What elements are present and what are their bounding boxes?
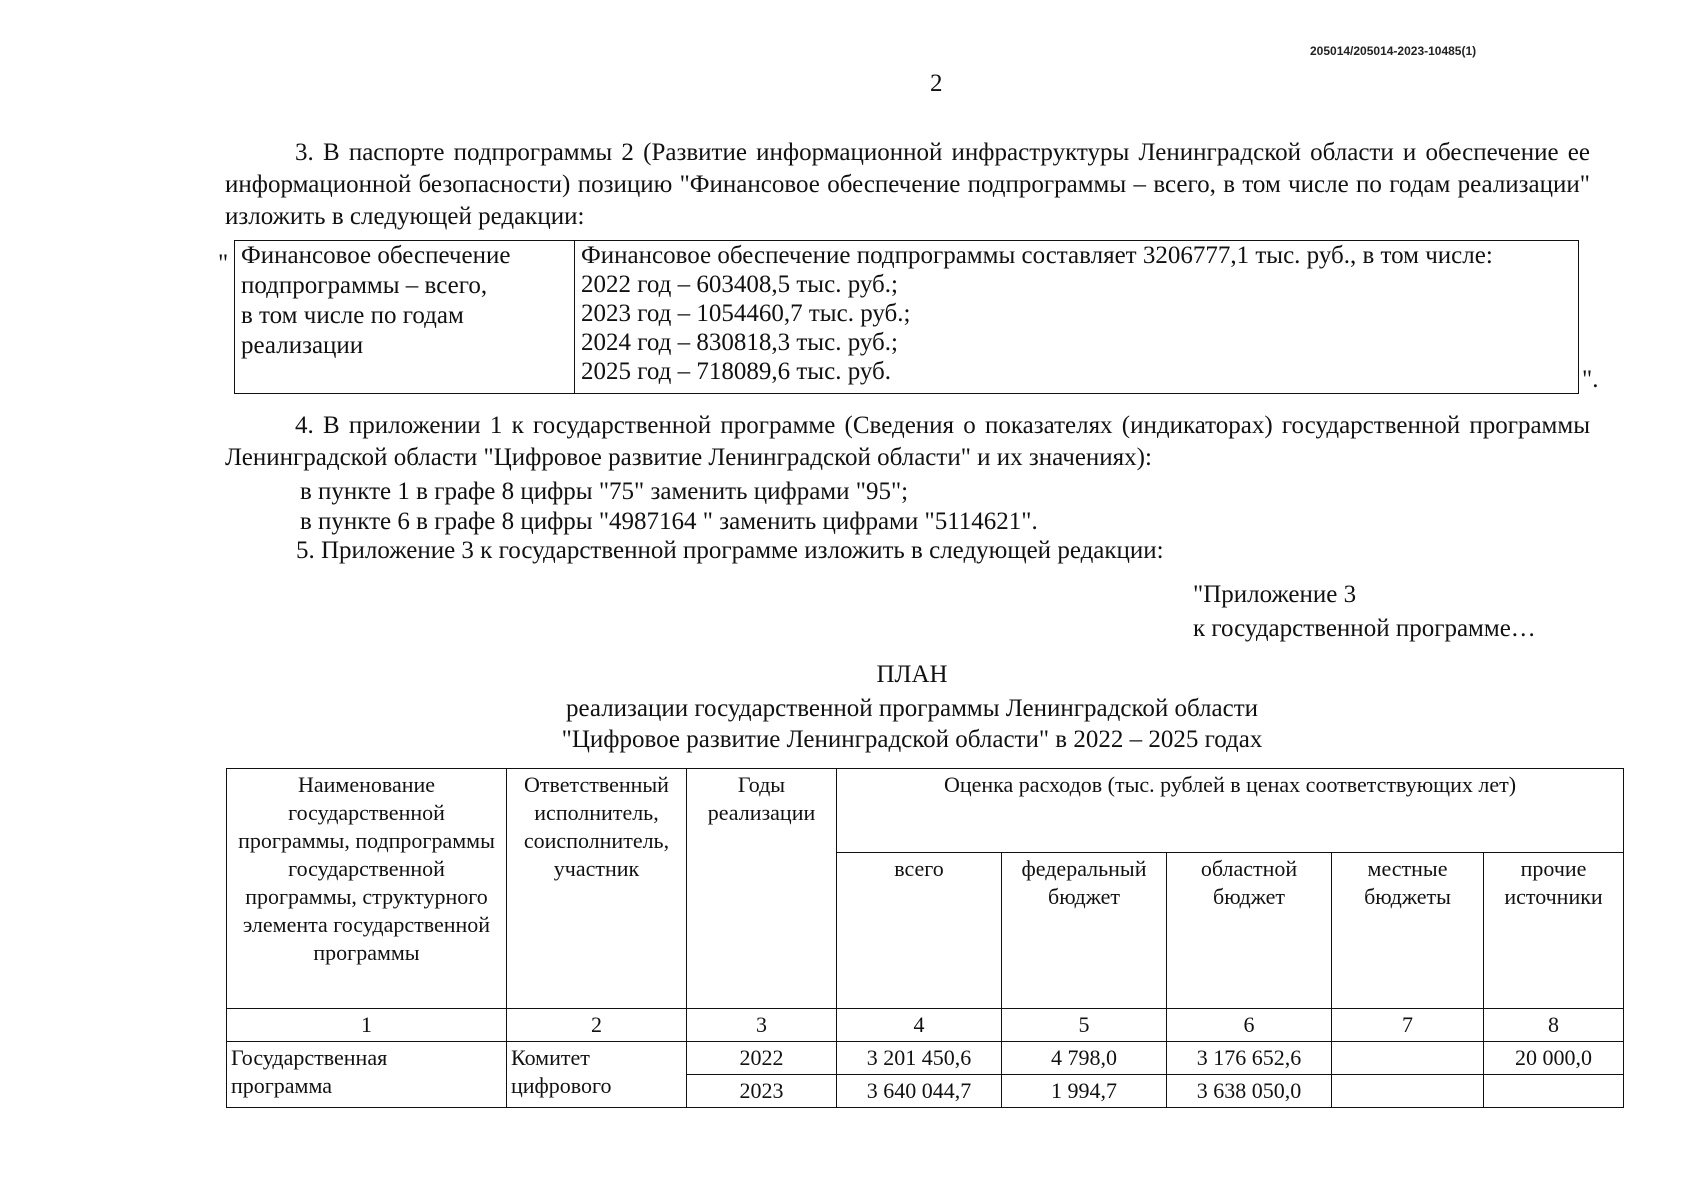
passport-right-line: Финансовое обеспечение подпрограммы составляет 3206777,1 тыс. руб., в том числе: [581,242,1493,269]
total-cell: 3 640 044,7 [837,1075,1002,1108]
plan-table [226,768,1624,1108]
column-number: 2 [507,1009,687,1042]
passport-left-line: реализации [241,332,364,359]
total-cell: 3 201 450,6 [837,1042,1002,1075]
passport-left-line: в том числе по годам [241,302,464,329]
header-name: Наименование государственной программы, подпрограммы государственной программы, структурного элемента государственной программы [227,769,507,1009]
page-number: 2 [930,70,943,97]
federal-cell: 1 994,7 [1002,1075,1167,1108]
table-row [227,1042,1624,1075]
other-cell [1484,1075,1624,1108]
header-local: местные бюджеты [1332,853,1484,1009]
paragraph-3: 3. В паспорте подпрограммы 2 (Развитие информационной инфраструктуры Ленинградской области и обеспечение ее информационной безопасности) позицию "Финансовое обеспечение подпрограммы – всего, в том числе по годам реализации" изложить в следующей редакции: [225,139,1590,230]
appendix-caption [1193,578,1536,646]
executor-line: Комитет [511,1045,590,1070]
item-point-6: в пункте 6 в графе 8 цифры "4987164 " заменить цифрами "5114621". [300,508,1038,535]
column-number: 3 [687,1009,837,1042]
column-number: 4 [837,1009,1002,1042]
passport-right-line: 2024 год – 830818,3 тыс. руб.; [581,329,898,356]
year-cell: 2022 [687,1042,837,1075]
paragraph-4: 4. В приложении 1 к государственной программе (Сведения о показателях (индикаторах) государственной программы Ленинградской области "Цифровое развитие Ленинградской области" и их значениях): [225,412,1590,471]
executor-cell [507,1042,687,1108]
passport-open-quote: " [218,250,229,277]
local-cell [1332,1042,1484,1075]
document-id: 205014/205014-2023-10485(1) [1310,44,1477,58]
local-cell [1332,1075,1484,1108]
paragraph-5: 5. Приложение 3 к государственной программе изложить в следующей редакции: [296,537,1164,564]
passport-table [234,240,1579,394]
appendix-line-1: "Приложение 3 [1193,581,1357,608]
other-cell: 20 000,0 [1484,1042,1624,1075]
executor-line: цифрового [511,1073,612,1098]
passport-right-line: 2025 год – 718089,6 тыс. руб. [581,358,892,385]
passport-right-line: 2023 год – 1054460,7 тыс. руб.; [581,300,911,327]
item-point-1: в пункте 1 в графе 8 цифры "75" заменить цифрами "95"; [300,478,909,505]
passport-right-cell [575,241,1578,393]
header-years: Годы реализации [687,769,837,1009]
passport-left-line: Финансовое обеспечение [241,242,511,269]
appendix-line-2: к государственной программе… [1193,615,1536,642]
passport-close-quote: ". [1582,366,1599,393]
program-name-line: программа [231,1073,333,1098]
regional-cell: 3 176 652,6 [1167,1042,1332,1075]
header-federal: федеральный бюджет [1002,853,1167,1009]
header-costs: Оценка расходов (тыс. рублей в ценах соответствующих лет) [837,769,1624,853]
passport-left-cell [235,241,575,393]
header-total: всего [837,853,1002,1009]
header-other: прочие источники [1484,853,1624,1009]
column-number: 1 [227,1009,507,1042]
column-number: 7 [1332,1009,1484,1042]
plan-title: ПЛАН [876,661,948,688]
column-number: 8 [1484,1009,1624,1042]
column-number: 5 [1002,1009,1167,1042]
passport-right-line: 2022 год – 603408,5 тыс. руб.; [581,271,898,298]
year-cell: 2023 [687,1075,837,1108]
header-regional: областной бюджет [1167,853,1332,1009]
regional-cell: 3 638 050,0 [1167,1075,1332,1108]
program-name-cell [227,1042,507,1108]
plan-subtitle-1: реализации государственной программы Ленинградской области [565,695,1259,722]
column-number: 6 [1167,1009,1332,1042]
federal-cell: 4 798,0 [1002,1042,1167,1075]
passport-left-line: подпрограммы – всего, [241,272,488,299]
plan-subtitle-2: "Цифровое развитие Ленинградской области" в 2022 – 2025 годах [561,726,1263,753]
program-name-line: Государственная [231,1045,388,1070]
header-executor: Ответственный исполнитель, соисполнитель, участник [507,769,687,1009]
